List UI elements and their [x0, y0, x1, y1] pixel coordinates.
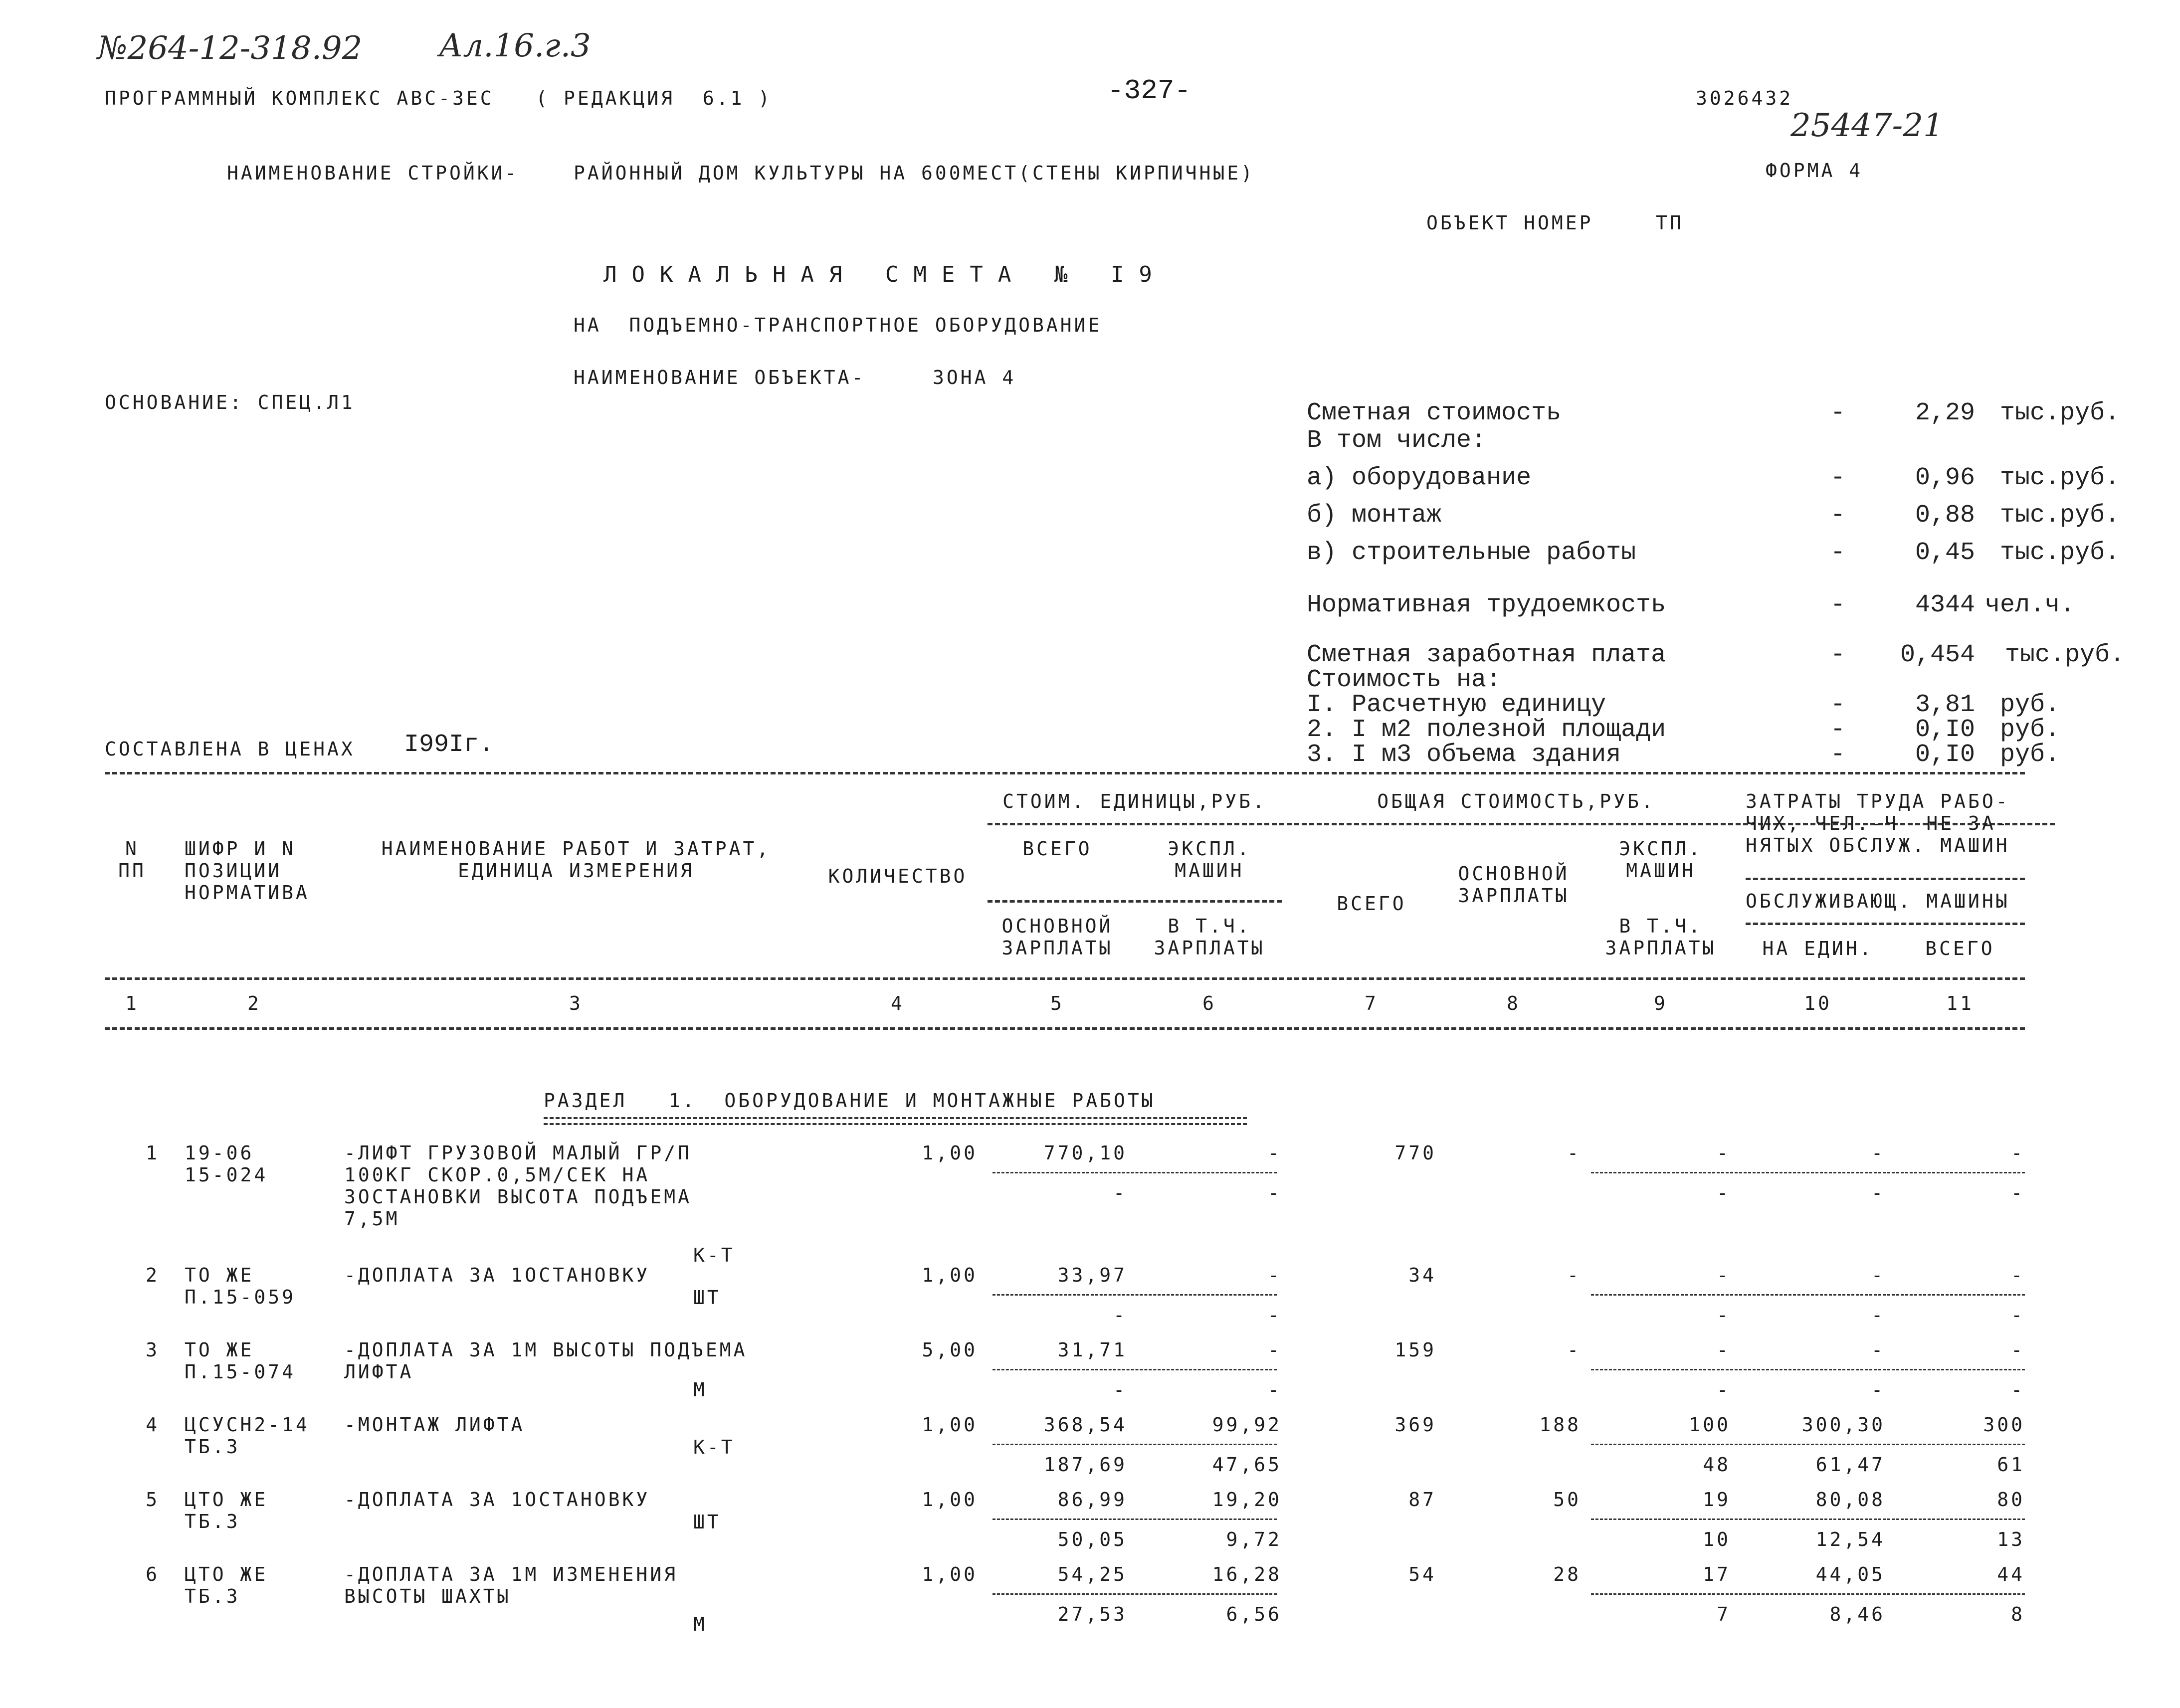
object-name-label: НАИМЕНОВАНИЕ ОБЪЕКТА- — [574, 367, 866, 388]
form-label: ФОРМА 4 — [1766, 160, 1863, 182]
row-unit-machines: 19,20 — [1212, 1489, 1282, 1511]
col-name-header: НАИМЕНОВАНИЕ РАБОТ И ЗАТРАТ, ЕДИНИЦА ИЗМЕРЕНИЯ — [381, 838, 771, 882]
prices-year: I99Iг. — [404, 731, 494, 759]
row-total: 369 — [1394, 1414, 1436, 1436]
numbers-bottom-rule — [105, 1027, 2025, 1030]
row-labor-total: - — [2011, 1142, 2025, 1164]
col-code-header: ШИФР И N ПОЗИЦИИ НОРМАТИВА — [185, 838, 310, 904]
row-unit-incl-wages: 47,65 — [1212, 1454, 1282, 1476]
col-num: 8 — [1507, 992, 1521, 1014]
row-total-wages: - — [1567, 1142, 1581, 1164]
row-unit-incl-wages: 9,72 — [1226, 1528, 1282, 1550]
total-wages-header: ОСНОВНОЙ ЗАРПЛАТЫ — [1458, 863, 1570, 907]
summary-dash: - — [1830, 691, 1846, 719]
row-unit-total: 31,71 — [1057, 1339, 1127, 1361]
row-unit-machines: 16,28 — [1212, 1563, 1282, 1585]
row-labor-total: - — [2011, 1264, 2025, 1286]
row-total-incl-wages: - — [1717, 1182, 1731, 1204]
row-unit-total: 770,10 — [1043, 1142, 1127, 1164]
row-number: 3 — [146, 1339, 160, 1361]
summary-dash: - — [1830, 464, 1846, 492]
row-unit-wages: - — [1113, 1304, 1127, 1326]
row-quantity: 1,00 — [922, 1142, 978, 1164]
labor-unit-header: НА ЕДИН. — [1762, 938, 1874, 959]
summary-label: в) строительные работы — [1307, 539, 1636, 567]
row-sub-rule — [992, 1593, 1277, 1595]
row-total-machines: - — [1717, 1142, 1731, 1164]
row-labor-unit-wages: - — [1871, 1182, 1885, 1204]
total-all-header: ВСЕГО — [1337, 893, 1406, 915]
summary-value: 0,I0 — [1915, 716, 1975, 744]
row-total-incl-wages: 10 — [1703, 1528, 1731, 1550]
summary-value: 3,81 — [1915, 691, 1975, 719]
row-quantity: 1,00 — [922, 1563, 978, 1585]
total-incl-wages-header: В Т.Ч. ЗАРПЛАТЫ — [1605, 915, 1717, 959]
handwritten-reg-number: 25447-21 — [1790, 107, 1944, 144]
summary-label: б) монтаж — [1307, 501, 1442, 530]
row-labor-unit: 80,08 — [1815, 1489, 1885, 1511]
row-labor-total: 300 — [1983, 1414, 2025, 1436]
row-unit-total: 54,25 — [1057, 1563, 1127, 1585]
row-name: -ДОПЛАТА ЗА 1ОСТАНОВКУ — [344, 1264, 650, 1286]
labor-total-header: ВСЕГО — [1925, 938, 1995, 959]
row-unit-wages: 50,05 — [1057, 1528, 1127, 1550]
row-labor-total: 80 — [1997, 1489, 2025, 1511]
row-labor-total-wages: - — [2011, 1304, 2025, 1326]
col-num: 4 — [891, 992, 905, 1014]
row-name: -ДОПЛАТА ЗА 1ОСТАНОВКУ — [344, 1489, 650, 1511]
basis-line: ОСНОВАНИЕ: СПЕЦ.Л1 — [105, 391, 355, 413]
row-unit-wages: - — [1113, 1379, 1127, 1401]
row-number: 4 — [146, 1414, 160, 1436]
summary-value: 4344 — [1915, 591, 1975, 619]
row-number: 6 — [146, 1563, 160, 1585]
summary-unit: чел.ч. — [1985, 591, 2075, 619]
doc-code: 3026432 — [1696, 87, 1793, 109]
summary-label: Нормативная трудоемкость — [1307, 591, 1666, 619]
row-labor-unit: 300,30 — [1801, 1414, 1885, 1436]
row-number: 5 — [146, 1489, 160, 1511]
row-total-wages: - — [1567, 1339, 1581, 1361]
row-unit: М — [693, 1379, 707, 1401]
row-labor-unit-wages: 8,46 — [1829, 1603, 1885, 1625]
col-num: 7 — [1365, 992, 1379, 1014]
group-unit-cost-header: СТОИМ. ЕДИНИЦЫ,РУБ. — [1002, 790, 1267, 812]
summary-value: 0,45 — [1915, 539, 1975, 567]
prices-label: СОСТАВЛЕНА В ЦЕНАХ — [105, 738, 355, 760]
row-sub-rule — [1591, 1294, 2025, 1296]
construction-value: РАЙОННЫЙ ДОМ КУЛЬТУРЫ НА 600МЕСТ(СТЕНЫ КИРПИЧНЫЕ) — [574, 162, 1255, 184]
table-top-rule — [105, 772, 2025, 774]
row-unit-wages: 27,53 — [1057, 1603, 1127, 1625]
col-number-header: N ПП — [118, 838, 146, 882]
unit-wages-header: ОСНОВНОЙ ЗАРПЛАТЫ — [1001, 915, 1113, 959]
row-name: -ЛИФТ ГРУЗОВОЙ МАЛЫЙ ГР/П 100КГ СКОР.0,5М/СЕК НА 3ОСТАНОВКИ ВЫСОТА ПОДЪЕМА 7,5М — [344, 1142, 692, 1230]
col-quantity-header: КОЛИЧЕСТВО — [828, 865, 968, 887]
row-code: ЦСУСН2-14 ТБ.3 — [185, 1414, 310, 1458]
summary-unit: тыс.руб. — [2000, 464, 2120, 492]
row-sub-rule — [992, 1294, 1277, 1296]
row-total-incl-wages: - — [1717, 1304, 1731, 1326]
col-num: 9 — [1654, 992, 1668, 1014]
summary-dash: - — [1830, 741, 1846, 769]
construction-label: НАИМЕНОВАНИЕ СТРОЙКИ- — [227, 162, 519, 184]
row-labor-unit: - — [1871, 1142, 1885, 1164]
row-labor-unit-wages: 61,47 — [1815, 1454, 1885, 1476]
group-total-cost-header: ОБЩАЯ СТОИМОСТЬ,РУБ. — [1377, 790, 1655, 812]
row-total: 159 — [1394, 1339, 1436, 1361]
row-labor-total: 44 — [1997, 1563, 2025, 1585]
row-labor-unit-wages: 12,54 — [1815, 1528, 1885, 1550]
summary-label: Сметная стоимость — [1307, 399, 1562, 427]
row-sub-rule — [1591, 1172, 2025, 1173]
header-rule-3 — [1746, 878, 2025, 880]
object-number-value: ТП — [1656, 212, 1684, 234]
estimate-title: ЛОКАЛЬНАЯ СМЕТА № I9 — [603, 262, 1167, 287]
row-unit-wages: - — [1113, 1182, 1127, 1204]
row-unit-machines: - — [1268, 1142, 1282, 1164]
row-name: -ДОПЛАТА ЗА 1М ИЗМЕНЕНИЯ ВЫСОТЫ ШАХТЫ — [344, 1563, 678, 1607]
summary-dash: - — [1830, 501, 1846, 530]
row-labor-total-wages: 13 — [1997, 1528, 2025, 1550]
row-labor-unit: - — [1871, 1339, 1885, 1361]
unit-total-header: ВСЕГО — [1022, 838, 1092, 860]
summary-unit: тыс.руб. — [2005, 641, 2125, 669]
row-labor-total: - — [2011, 1339, 2025, 1361]
row-code: ЦТО ЖЕ ТБ.3 — [185, 1563, 268, 1607]
summary-dash: - — [1830, 399, 1846, 427]
summary-unit: тыс.руб. — [2000, 539, 2120, 567]
summary-label: Стоимость на: — [1307, 666, 1502, 694]
header-bottom-rule — [105, 977, 2025, 980]
summary-unit: тыс.руб. — [2000, 399, 2120, 427]
program-line: ПРОГРАММНЫЙ КОМПЛЕКС АВС-ЗЕС ( РЕДАКЦИЯ 6.1 ) — [105, 87, 773, 109]
row-labor-unit-wages: - — [1871, 1304, 1885, 1326]
header-rule-2 — [988, 900, 1282, 903]
row-unit: М — [693, 1613, 707, 1635]
summary-unit: тыс.руб. — [2000, 501, 2120, 530]
row-total-machines: - — [1717, 1339, 1731, 1361]
summary-label: I. Расчетную единицу — [1307, 691, 1606, 719]
row-unit-machines: - — [1268, 1339, 1282, 1361]
row-number: 2 — [146, 1264, 160, 1286]
row-unit-incl-wages: - — [1268, 1379, 1282, 1401]
summary-block — [1307, 399, 2155, 778]
row-sub-rule — [992, 1444, 1277, 1445]
summary-label: 2. I м2 полезной площади — [1307, 716, 1666, 744]
labor-sub-header: ОБСЛУЖИВАЮЩ. МАШИНЫ — [1746, 890, 2010, 912]
summary-value: 0,88 — [1915, 501, 1975, 530]
row-total-machines: 19 — [1703, 1489, 1731, 1511]
row-total-machines: 100 — [1689, 1414, 1731, 1436]
row-unit-total: 86,99 — [1057, 1489, 1127, 1511]
row-total: 87 — [1408, 1489, 1436, 1511]
row-unit: К-Т — [693, 1436, 735, 1458]
row-total-wages: - — [1567, 1264, 1581, 1286]
row-unit-machines: 99,92 — [1212, 1414, 1282, 1436]
unit-incl-wages-header: В Т.Ч. ЗАРПЛАТЫ — [1154, 915, 1265, 959]
object-number-label: ОБЪЕКТ НОМЕР — [1426, 212, 1593, 234]
row-labor-total-wages: - — [2011, 1379, 2025, 1401]
row-unit-incl-wages: - — [1268, 1304, 1282, 1326]
col-num: 1 — [125, 992, 139, 1014]
row-quantity: 1,00 — [922, 1414, 978, 1436]
row-labor-unit-wages: - — [1871, 1379, 1885, 1401]
row-labor-total-wages: 61 — [1997, 1454, 2025, 1476]
row-total-wages: 50 — [1553, 1489, 1581, 1511]
row-quantity: 1,00 — [922, 1264, 978, 1286]
row-code: ТО ЖЕ П.15-074 — [185, 1339, 296, 1383]
row-code: ТО ЖЕ П.15-059 — [185, 1264, 296, 1308]
summary-value: 2,29 — [1915, 399, 1975, 427]
row-sub-rule — [1591, 1444, 2025, 1445]
row-labor-total-wages: 8 — [2011, 1603, 2025, 1625]
group-labor-header: ЗАТРАТЫ ТРУДА РАБО- ЧИХ, ЧЕЛ.-Ч НЕ ЗА- НЯТЫХ ОБСЛУЖ. МАШИН — [1746, 790, 2010, 856]
row-total-incl-wages: - — [1717, 1379, 1731, 1401]
row-quantity: 5,00 — [922, 1339, 978, 1361]
row-unit: ШТ — [693, 1287, 721, 1309]
page-number: -327- — [1107, 75, 1191, 107]
row-sub-rule — [1591, 1369, 2025, 1370]
summary-dash: - — [1830, 716, 1846, 744]
object-name-value: ЗОНА 4 — [933, 367, 1016, 388]
row-quantity: 1,00 — [922, 1489, 978, 1511]
section-underline — [544, 1117, 1247, 1125]
row-total-machines: - — [1717, 1264, 1731, 1286]
unit-machines-header: ЭКСПЛ. МАШИН — [1168, 838, 1251, 882]
summary-value: 0,I0 — [1915, 741, 1975, 769]
row-total-machines: 17 — [1703, 1563, 1731, 1585]
col-num: 2 — [247, 992, 261, 1014]
estimate-subject: НА ПОДЪЕМНО-ТРАНСПОРТНОЕ ОБОРУДОВАНИЕ — [574, 314, 1102, 336]
row-total: 34 — [1408, 1264, 1436, 1286]
row-unit-machines: - — [1268, 1264, 1282, 1286]
total-machines-header: ЭКСПЛ. МАШИН — [1619, 838, 1703, 882]
summary-label: а) оборудование — [1307, 464, 1532, 492]
summary-label: Сметная заработная плата — [1307, 641, 1666, 669]
row-unit-wages: 187,69 — [1043, 1454, 1127, 1476]
summary-dash: - — [1830, 539, 1846, 567]
col-num: 5 — [1050, 992, 1064, 1014]
summary-unit: руб. — [2000, 741, 2060, 769]
row-unit-total: 33,97 — [1057, 1264, 1127, 1286]
col-num: 11 — [1946, 992, 1974, 1014]
row-total-incl-wages: 7 — [1717, 1603, 1731, 1625]
summary-label: В том числе: — [1307, 426, 1487, 455]
row-total-wages: 188 — [1539, 1414, 1581, 1436]
row-labor-unit: - — [1871, 1264, 1885, 1286]
row-unit-incl-wages: 6,56 — [1226, 1603, 1282, 1625]
row-total: 54 — [1408, 1563, 1436, 1585]
row-number: 1 — [146, 1142, 160, 1164]
row-unit-incl-wages: - — [1268, 1182, 1282, 1204]
row-name: -ДОПЛАТА ЗА 1М ВЫСОТЫ ПОДЪЕМА ЛИФТА — [344, 1339, 748, 1383]
row-sub-rule — [992, 1518, 1277, 1520]
row-labor-unit: 44,05 — [1815, 1563, 1885, 1585]
row-total: 770 — [1394, 1142, 1436, 1164]
summary-value: 0,96 — [1915, 464, 1975, 492]
row-sub-rule — [1591, 1518, 2025, 1520]
row-sub-rule — [992, 1369, 1277, 1370]
handwritten-album-ref: Ал.16.г.3 — [439, 27, 591, 64]
row-labor-total-wages: - — [2011, 1182, 2025, 1204]
row-total-wages: 28 — [1553, 1563, 1581, 1585]
section-title: РАЗДЕЛ 1. ОБОРУДОВАНИЕ И МОНТАЖНЫЕ РАБОТЫ — [544, 1090, 1156, 1112]
row-sub-rule — [992, 1172, 1277, 1173]
summary-unit: руб. — [2000, 691, 2060, 719]
header-rule-4 — [1746, 923, 2025, 925]
col-num: 6 — [1202, 992, 1216, 1014]
row-total-incl-wages: 48 — [1703, 1454, 1731, 1476]
row-name: -МОНТАЖ ЛИФТА — [344, 1414, 525, 1436]
col-num: 10 — [1804, 992, 1832, 1014]
row-unit: ШТ — [693, 1511, 721, 1533]
summary-value: 0,454 — [1900, 641, 1975, 669]
summary-dash: - — [1830, 591, 1846, 619]
row-unit: К-Т — [693, 1244, 735, 1266]
row-code: 19-06 15-024 — [185, 1142, 268, 1186]
row-unit-total: 368,54 — [1043, 1414, 1127, 1436]
summary-unit: руб. — [2000, 716, 2060, 744]
row-code: ЦТО ЖЕ ТБ.3 — [185, 1489, 268, 1532]
row-sub-rule — [1591, 1593, 2025, 1595]
summary-dash: - — [1830, 641, 1846, 669]
col-num: 3 — [569, 992, 583, 1014]
handwritten-doc-number: №264-12-318.92 — [97, 30, 363, 67]
summary-label: 3. I м3 объема здания — [1307, 741, 1621, 769]
